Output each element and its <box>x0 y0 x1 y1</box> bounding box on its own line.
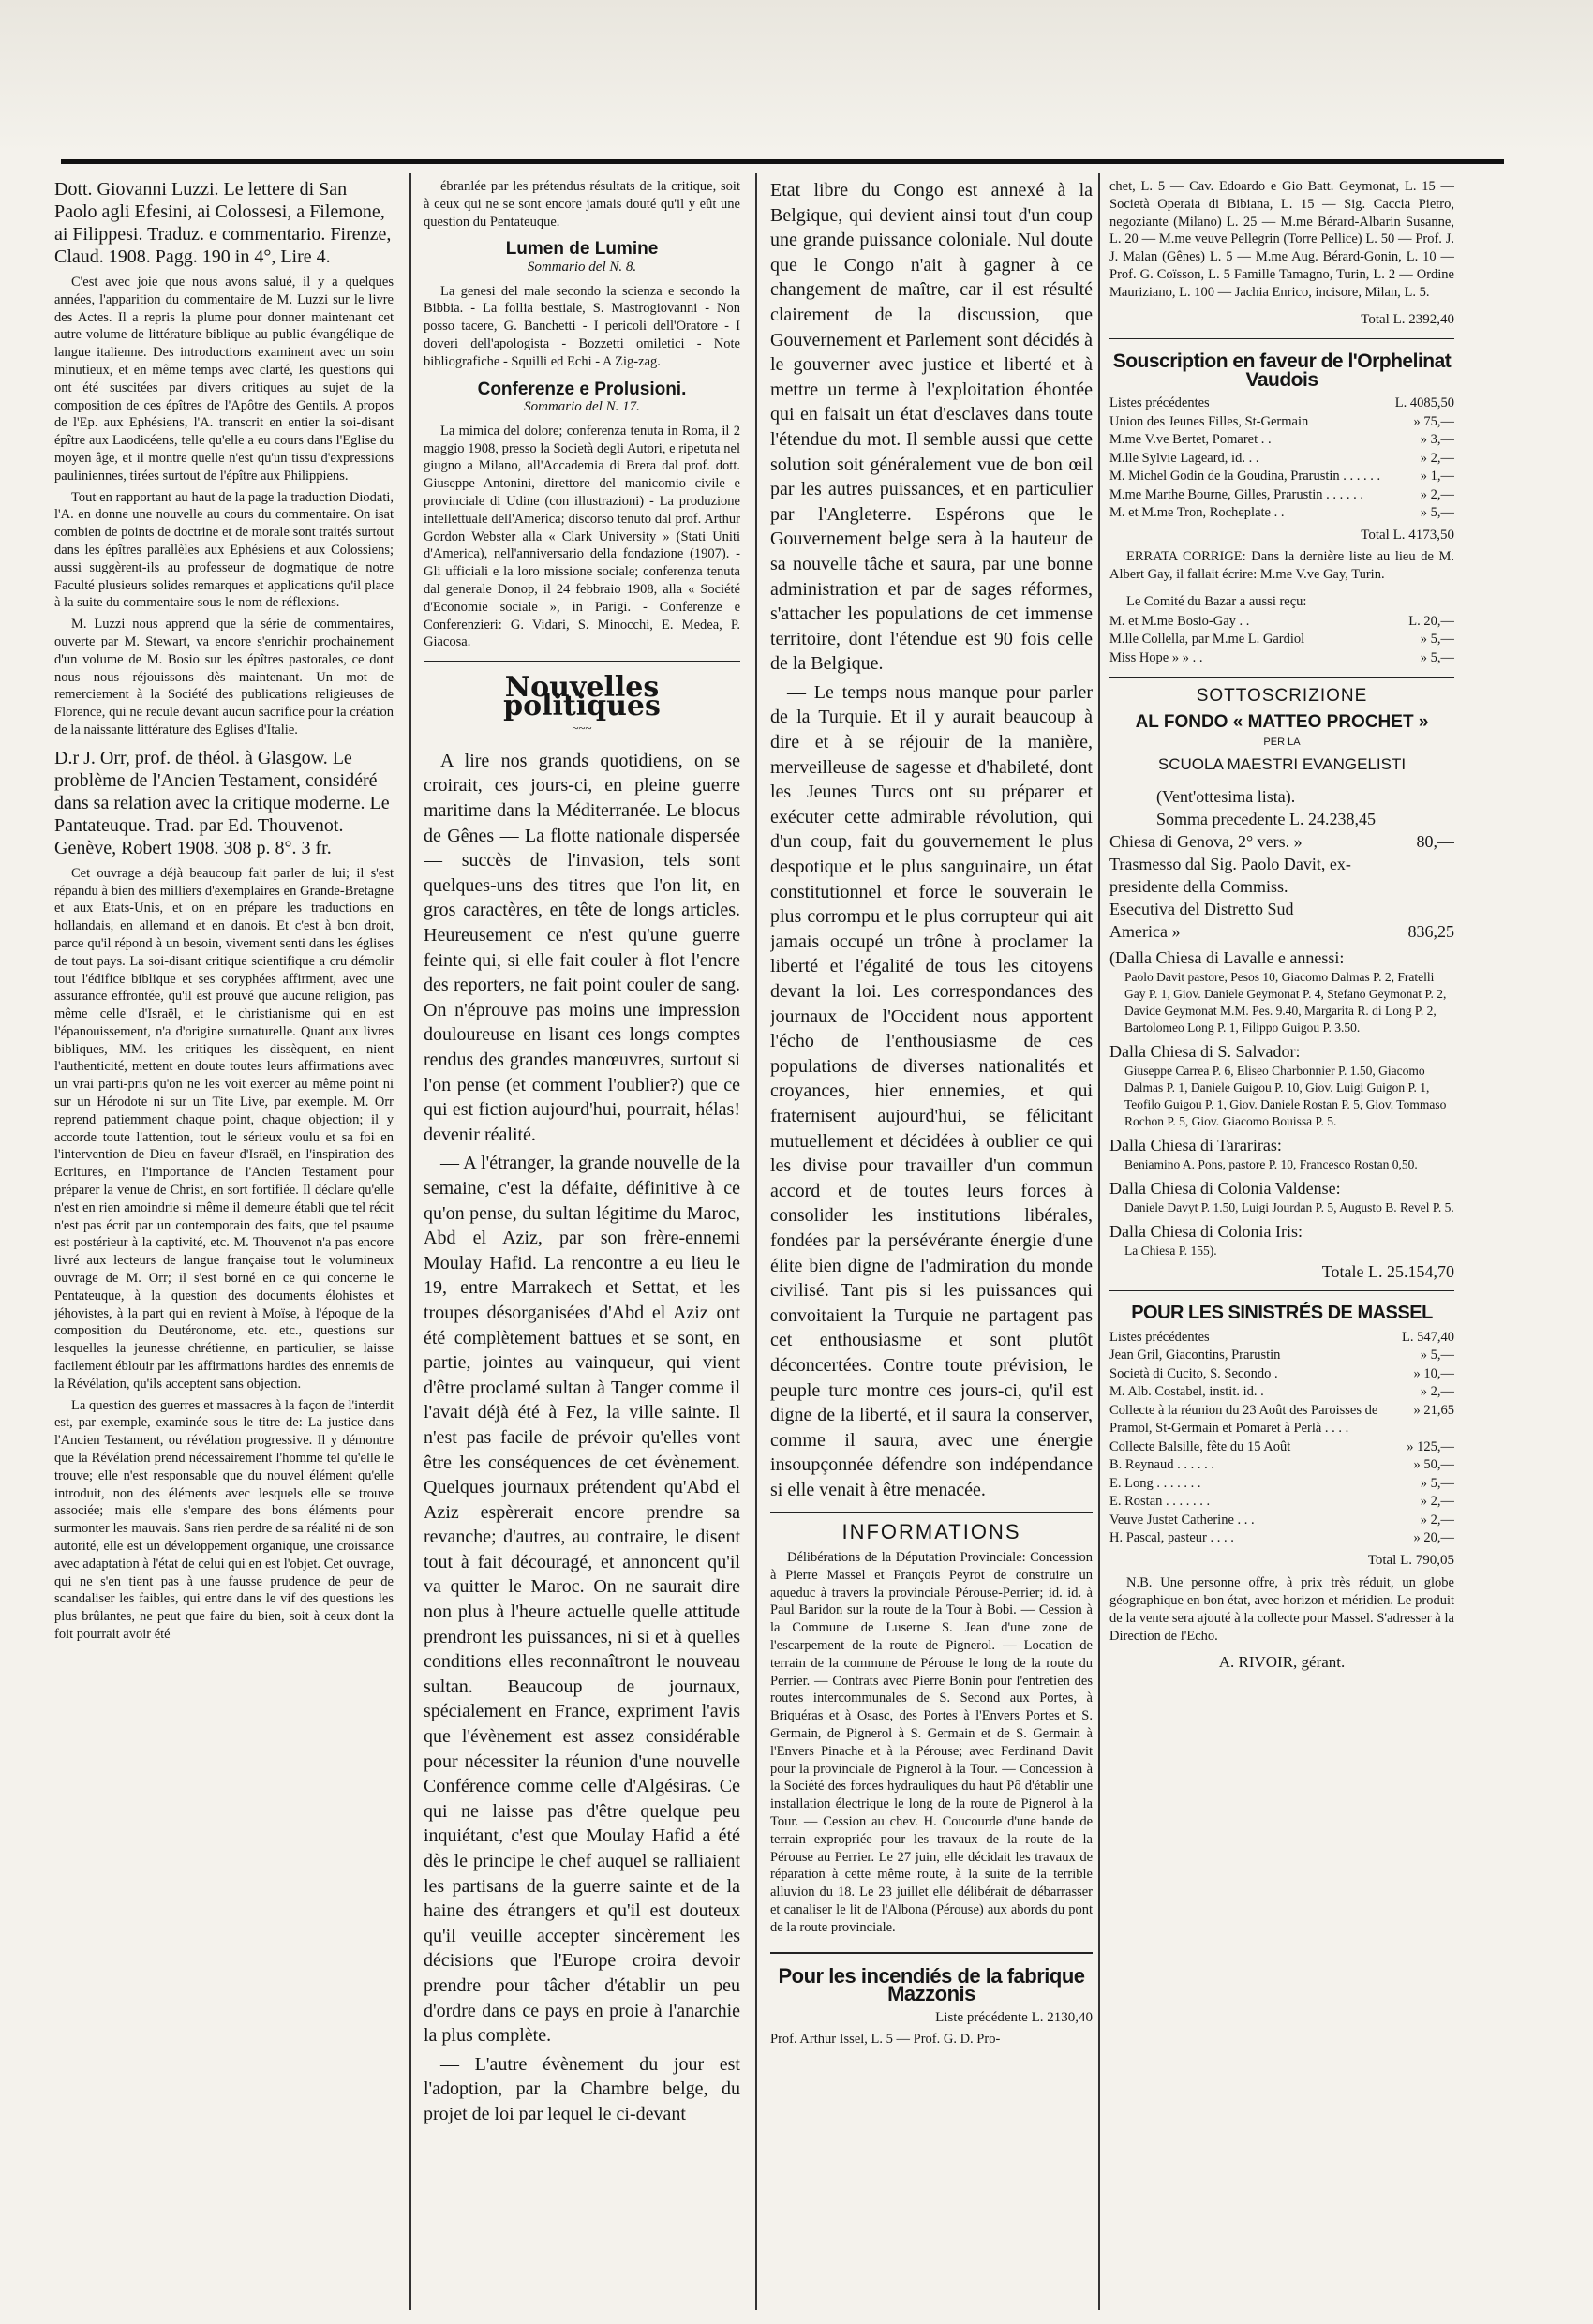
column-divider <box>1098 173 1100 2310</box>
list-row <box>1109 431 1454 450</box>
donor-name: Chiesa di Genova, 2° vers. » <box>1109 831 1303 851</box>
list-row <box>1109 1347 1454 1365</box>
list-row <box>1109 450 1454 469</box>
informations-box <box>770 1512 1093 1953</box>
group-heading: Dalla Chiesa di S. Salvador: <box>1109 1041 1301 1061</box>
group-details: Daniele Davyt P. 1.50, Luigi Jourdan P. 5, Augusto B. Revel P. 5. <box>1124 1199 1454 1214</box>
column-3 <box>770 178 1093 2315</box>
note: N.B. Une personne offre, à prix très réduit, un globe géographique en bon état, avec horizon et méridien. Le produit de la vente sera ajouté à la collecte pour Massel. S'adresser à la Direction de l'Echo. <box>1109 1574 1454 1644</box>
entry-name: M. et M.me Bosio-Gay . . <box>1109 613 1250 629</box>
entry-name: Listes précédentes <box>1109 395 1210 411</box>
donation-amount: 80,— <box>1416 831 1454 851</box>
paragraph: — A l'étranger, la grande nouvelle de la semaine, c'est la défaite, définitive à ce qu'on pense, du sultan légitime du Maroc, Abd el Aziz, par son frère-ennemi Moulay Hafid. La rencontre a eu lieu le 19, entre Marrakech et Settat, et les troupes désorganisées d'Abd el Aziz ont été complètement battues et se sont, en partie, jointes au vainqueur, qui vient d'être proclamé sultan à Tanger comme il l'avait déjà été à Fez, la ville sainte. Il n'est pas facile de prévoir qu'elles vont être les conséquences de cet évènement. Quelques journaux prétendent qu'Abd el Aziz espèrerait encore prendre sa revanche; d'autres, au contraire, le disent tout à fait découragé, et annoncent qu'il va quitter le Maroc. On ne saurait dire non plus à l'heure actuelle quelle attitude prendront les puissances, ni si et à quelles conditions elles reconnaîtront le nouveau sultan. Beaucoup de journaux, spécialement en France, expriment l'avis que l'évènement est assez considérable pour nécessiter la réunion d'une nouvelle Conférence comme celle d'Algésiras. Ce qui ne laisse pas d'être quelque peu inquiétant, c'est que Moulay Hafid a été dès le principe le chef auquel se ralliaient les partisans de la guerre sainte et de la haine des étrangers et qu'il est douteux qu'il veuille accepter sincèrement les décisions que l'Europe croira devoir prendre pour tâcher d'établir un peu d'ordre dans ce pays en proie à l'anarchie la plus complète. <box>424 1153 740 2047</box>
list-row <box>1109 1365 1454 1384</box>
divider <box>1109 677 1454 678</box>
list-row <box>1109 468 1454 486</box>
group-heading: Dalla Chiesa di Colonia Valdense: <box>1109 1178 1341 1198</box>
entry-name: E. Long . . . . . . . <box>1109 1475 1201 1491</box>
entry-name: M. et M.me Tron, Rocheplate . . <box>1109 505 1285 521</box>
list-row <box>1109 413 1454 432</box>
review-heading: Dott. Giovanni Luzzi. Le lettere di San Paolo agli Efesini, ai Colossesi, a Filemone, ai Filippesi. Traduz. e commentario. Firenze, Claud. 1908. Pagg. 190 in 4°, Lire 4. <box>54 179 392 267</box>
bazar-heading: Le Comité du Bazar a aussi reçu: <box>1126 594 1307 610</box>
list-row <box>1109 1438 1454 1457</box>
divider <box>424 661 740 662</box>
section-title: Nouvelles politiques <box>503 671 661 723</box>
previous-sum: Somma precedente L. 24.238,45 <box>1156 809 1376 828</box>
list-row <box>1109 1493 1454 1512</box>
entry-amount: » 2,— <box>1420 450 1454 466</box>
total: Totale L. 25.154,70 <box>1321 1261 1454 1281</box>
list-row <box>1109 504 1454 523</box>
entry-amount: » 3,— <box>1420 432 1454 448</box>
entry-amount: » 2,— <box>1420 1384 1454 1400</box>
group-heading: Dalla Chiesa di Colonia Iris: <box>1109 1221 1303 1241</box>
entry-amount: » 5,— <box>1420 1348 1454 1363</box>
entry-amount: » 1,— <box>1420 469 1454 484</box>
list-row <box>1109 613 1454 632</box>
list-row <box>1109 395 1454 413</box>
divider <box>1109 1290 1454 1291</box>
info-text: Délibérations de la Députation Provinciale: Concession à Pierre Massel et François Peyrot de construire un aqueduc à travers la provinciale Pérouse-Perrier; id. id. à Paul Baridon sur la route de la Tour à Bobi. — Cession à la Commune de Luserne S. Jean d'une zone de l'escarpement de la route de Pignerol. — Location de terrain de la commune de Pérouse le long de la route du Perrier. — Contrats avec Pierre Bonin pour l'entretien des routes intercommunales de S. Second aux Portes, à Briquéras et à Osasc, des Portes à l'Envers Portes et S. Germain, de Pignerol à S. Germain et de S. Germain à l'Envers Pinache et à la Pérouse; avec Ferdinand Davit pour la provinciale de Pignerol à la Tour. — Concession à la Société des forces hydrauliques du haut Pô d'établir une installation électrique le long de la route de Pignerol à la Tour. — Cession au chev. H. Coucourde d'une bande de terrain expropriée pour les travaux de la route de la Pérouse au Perrier. Le 27 juin, elle décidait les travaux de réparation à cette même route, à la suite de la terrible alluvion du 18. Le 23 juillet elle délibérait de débarrasser et canaliser le lit de l'Albona (Pérouse) aux abords du pont de la route provinciale. <box>770 1550 1093 1935</box>
entry-name: Jean Gril, Giacontins, Prarustin <box>1109 1348 1281 1363</box>
entry-name: Veuve Justet Catherine . . . <box>1109 1512 1255 1527</box>
entry-amount: » 21,65 <box>1413 1402 1454 1418</box>
section-title: Conferenze e Prolusioni. <box>477 379 687 399</box>
caption: PER LA <box>1263 736 1301 748</box>
paragraph: C'est avec joie que nous avons salué, il y a quelques années, l'apparition du commentaire de M. Luzzi sur le livre des Actes. Il a repris la plume pour donner maintenant cet autre volume de littérature biblique au public évangélique de langue italienne. Des introductions examinent avec un soin minutieux, et en même temps avec clarté, les questions qui ont été suscitées par divers critiques au sujet de la composition de ces épîtres de l'Apôtre des Gentils. A propos de l'Ep. aux Ephésiens, l'A. transcrit en entier la soi-disant épître aux Laodicéens, telle qu'elle a eu cours dans l'Eglise du moyen âge, et il montre quelle n'est qu'un tissu d'expressions pauliniennes, tirées surtout de l'épître aux Philippiens. <box>54 275 394 484</box>
entry-amount: » 5,— <box>1420 632 1454 648</box>
massel-list <box>1109 1329 1454 1548</box>
entry-amount: » 50,— <box>1413 1457 1454 1473</box>
list-row <box>1109 1475 1454 1494</box>
donor-name: Trasmesso dal Sig. Paolo Davit, ex-presidente della Commiss. Esecutiva del Distretto Sud America » <box>1109 854 1351 941</box>
column-1 <box>54 178 394 2315</box>
column-4 <box>1109 178 1454 2315</box>
paragraph: Cet ouvrage a déjà beaucoup fait parler de lui; il s'est répandu à bien des milliers d'exemplaires en Grande-Bretagne et aux Etats-Unis, et on en prépare les traductions en hollandais, en allemand et en danois. Et c'est à bon droit, parce qu'il répond à un besoin, vivement senti dans les églises de tout pays. La soi-disant critique scientifique a cru démolir tout l'édifice biblique et ses coryphées affirment, avec une assurance effrontée, qu'il est prouvé que aucune religion, pas même celle d'Israël, et le christianisme qui en est l'épanouissement, n'a d'origine surnaturelle. Quant aux livres bibliques, MM. les critiques les dissèquent, en nient l'authenticité, mettent en doute toutes leurs affirmations avec un vrai parti-pris qu'on ne les voit exercer au même point ni sur un Hérodote ni sur un Tite Live, par exemple. M. Orr reprend patiemment chaque point, chaque objection; il y accorde toute l'attention, tout le sérieux voulu et sa foi en l'intervention de Dieu en faveur d'Israël, en l'inspiration des Ecritures, en l'importance de l'Ancien Testament pour préparer la venue de Christ, en sort fortifiée. Il déclare qu'elle n'est en rien amoindrie si même il demeure établi que tel récit n'est pas écrit par un contemporain des faits, que tel psaume est postérieur à la captivité, etc. M. Thouvenot n'a pas encore livré aux lecteurs de langue française tout le volumineux ouvrage de M. Orr; il s'est borné en ce qui concerne le Pentateuque, à la question des documents élohistes et jéhovistes, à la part qui en revient à Moïse, à l'époque de la composition du Deutéronome, etc. etc., questions sur lesquelles la jeunesse chrétienne, en particulier, se laisse facilement éblouir par les affirmations hardies des ennemis de la Révélation, qu'ils acceptent sans objection. <box>54 865 394 1392</box>
entry-name: Società di Cucito, S. Secondo . <box>1109 1365 1278 1381</box>
entry-amount: » 5,— <box>1420 649 1454 665</box>
entry-amount: » 2,— <box>1420 1494 1454 1510</box>
donation-row <box>1109 853 1454 943</box>
section-title: AL FONDO « MATTEO PROCHET » <box>1135 711 1429 732</box>
list-row <box>1109 1529 1454 1548</box>
entry-name: M. Michel Godin de la Goudina, Prarustin . . . . . . <box>1109 469 1381 484</box>
entry-name: Collecte à la réunion du 23 Août des Paroisses de Pramol, St-Germain et Pomaret à Perlà . . . . <box>1109 1402 1378 1437</box>
article-body <box>424 749 740 2127</box>
column-divider <box>409 173 411 2310</box>
divider <box>1109 338 1454 339</box>
group-details: Beniamino A. Pons, pastore P. 10, Francesco Rostan 0,50. <box>1124 1156 1418 1171</box>
donor-list-continued: chet, L. 5 — Cav. Edoardo e Gio Batt. Geymonat, L. 15 — Società Operaia di Bibiana, L. 15 — Sig. Caccia Pietro, negoziante (Milano) L. 25 — M.me Bérard-Albarin Susanne, L. 20 — M.me veuve Pellegrin (Torre Pellice) L. 50 — Prof. J. J. Malan (Gênes) L. 5 — M.me Aug. Bérard-Gonin, L. 10 — Prof. G. Coïsson, L. 5 Famille Tamagno, Turin, L. 2 — Ordine Mauriziano, L. 100 — Jachia Enrico, incisore, Milan, L. 5. <box>1109 179 1454 300</box>
entry-amount: » 10,— <box>1413 1365 1454 1381</box>
list-row <box>1109 1383 1454 1402</box>
entry-name: Miss Hope » » . . <box>1109 649 1203 665</box>
total: Total L. 4173,50 <box>1361 527 1454 543</box>
entry-name: E. Rostan . . . . . . . <box>1109 1494 1211 1510</box>
entry-name: Union des Jeunes Filles, St-Germain <box>1109 413 1309 429</box>
entry-name: H. Pascal, pasteur . . . . <box>1109 1530 1234 1546</box>
entry-name: M.me Marthe Bourne, Gilles, Prarustin . . . . . . <box>1109 486 1364 502</box>
paragraph: — Le temps nous manque pour parler de la Turquie. Et il y aurait beaucoup à dire et à se réjouir de la manière, merveilleuse de sagesse et d'habileté, dont les Jeunes Turcs ont su préparer et exécuter cette admirable révolution, qui d'un coup, fait du gouvernement le plus despotique et le plus sanguinaire, un état constitutionnel et force le souverain le plus corrompu et le plus corrupteur qui ait jamais occupé un trône à proclamer la liberté et l'égalité de tous les citoyens devant la loi. Les correspondances des journaux de l'Occident nous apportent l'écho de l'enthousiasme de ces populations de diverses nationalités et croyances, hier ennemies, et qui fraternisent aujourd'hui, se félicitant mutuellement et décidées à oublier ce qui les divise pour travailler d'un commun accord et de toutes leurs forces à consolider les institutions libérales, fondées par la persévérante énergie d'une élite bien digne de l'admiration du monde civilisé. Tant pis si les puissances qui convoitaient la Turquie ne partagent pas cet enthousiasme et sont plutôt déconcertées. Contre toute prévision, le peuple turc montre ces jours-ci, qu'il est digne de la liberté, et il saura la conserver, comme il saura, avec une énergie insoupçonnée défendre son indépendance si elle venait à être menacée. <box>770 681 1093 1500</box>
list-row <box>1109 631 1454 649</box>
entry-amount: » 2,— <box>1420 1512 1454 1527</box>
continued-text: ébranlée par les prétendus résultats de la critique, soit à ceux qui ne se sont encore jamais douté qu'il y eût une question du Pentateuque. <box>424 179 740 230</box>
section-title: INFORMATIONS <box>841 1520 1021 1544</box>
paragraph: M. Luzzi nous apprend que la série de commentaires, ouverte par M. Stewart, va encore s'enrichir prochainement d'un volume de M. Bosio sur les épîtres pastorales, ce dont nous nous réjouissons dès maintenant. Un mot de remerciement à la Société des publications religieuses de Florence, qui ne recule devant aucun sacrifice pour la création de la naissante littérature des Eglises d'Italie. <box>54 617 394 737</box>
paragraph: Tout en rapportant au haut de la page la traduction Diodati, l'A. en donne une nouvelle au cours du commentaire. On isat combien de points de doctrine et de morale sont traités surtout dans les épîtres parallèles aux Ephésiens et aux Colossiens; aussi suggèrent-ils au professeur de dogmatique de notre Faculté plusieurs solides remarques et applications qu'il place à la suite du commentaire sous le nom de réflexions. <box>54 489 394 611</box>
list-row <box>1109 1456 1454 1475</box>
list-row <box>1109 649 1454 668</box>
total: Total L. 790,05 <box>1367 1552 1454 1568</box>
header-rule <box>61 159 1504 164</box>
paragraph: Etat libre du Congo est annexé à la Belgique, qui devient ainsi tout d'un coup une grande puissance coloniale. Nul doute que le Congo n'ait à gagner à ce changement de maître, car il est résulté clairement de la discussion, que Gouvernement et Parlement sont décidés à le gouverner avec justice et liberté et à mettre un terme à l'exploitation éhontée qui en faisait un état d'esclaves dans toute l'étendue du mot. Il semble aussi que cette solution soit généralement vue de bon œil par les autres puissances, et en particulier par l'Angleterre. Espérons que le Gouvernement belge sera à la hauteur de sa nouvelle tâche et saura, par une bonne administration et par de sages réformes, s'attacher les populations de cet immense territoire, dont l'étendue est 90 fois celle de la Belgique. <box>770 180 1093 675</box>
entry-amount: » 2,— <box>1420 486 1454 502</box>
subscription-list <box>1109 395 1454 523</box>
group-heading: Dalla Chiesa di Tarariras: <box>1109 1135 1282 1155</box>
entry-name: M.lle Sylvie Lageard, id. . . <box>1109 450 1259 466</box>
total: Total L. 2392,40 <box>1361 311 1454 327</box>
group-details: Giuseppe Carrea P. 6, Eliseo Charbonnier P. 1.50, Giacomo Dalmas P. 1, Daniele Guigou P. 10, Giov. Luigi Guigon P. 1, Teofilo Guigou P. 1, Giov. Daniele Rostan P. 5, Giov. Tommaso Rochon P. 5, Giov. Giacomo Bouissa P. 5. <box>1124 1063 1447 1128</box>
bazar-list <box>1109 613 1454 668</box>
entry-amount: » 75,— <box>1413 413 1454 429</box>
entry-amount: L. 4085,50 <box>1394 395 1454 411</box>
entry-name: Collecte Balsille, fête du 15 Août <box>1109 1438 1291 1454</box>
list-row <box>1109 486 1454 505</box>
review-heading: D.r J. Orr, prof. de théol. à Glasgow. Le problème de l'Ancien Testament, considéré dans sa relation avec la critique moderne. Le Pantateuque. Trad. par Ed. Thouvenot. Genève, Robert 1908. 308 p. 8°. 3 fr. <box>54 747 390 858</box>
donation-row <box>1109 830 1454 853</box>
donor-line: Prof. Arthur Issel, L. 5 — Prof. G. D. Pro- <box>770 2032 1001 2048</box>
article-body <box>770 178 1093 1502</box>
list-row <box>1109 1402 1454 1438</box>
entry-amount: L. 547,40 <box>1402 1329 1454 1345</box>
ornament: ~~~ <box>572 721 592 736</box>
list-row <box>1109 1512 1454 1530</box>
section-subtitle: Sommario del N. 17. <box>524 399 640 415</box>
section-title: Lumen de Lumine <box>505 239 659 260</box>
entry-amount: » 5,— <box>1420 505 1454 521</box>
entry-name: M.lle Collella, par M.me L. Gardiol <box>1109 632 1305 648</box>
section-title: Souscription en faveur de l'Orphelinat Vaudois <box>1112 350 1452 391</box>
previous-list: Liste précédente L. 2130,40 <box>935 2009 1093 2025</box>
summary-text: La genesi del male secondo la scienza e secondo la Bibbia. - La follia bestiale, S. Mastrogiovanni - Non posso tacere, G. Banchetti - I pericoli dell'Oratore - I doveri dell'apologista - Bozzetti omiletici - Note bibliografiche - Squilli ed Echi - A Zig-zag. <box>424 283 740 369</box>
section-title: SOTTOSCRIZIONE <box>1196 686 1368 707</box>
paragraph: A lire nos grands quotidiens, on se croirait, ces jours-ci, en pleine guerre maritime dans la Méditerranée. Le blocus de Gênes — La flotte nationale dispersée — succès de l'invasion, tels sont quelques-uns des titres que l'on lit, en gros caractères, en tête de longs articles. Heureusement ce n'est qu'une guerre feinte qui, si elle fait couler à flot l'encre des reporters, ne fait point couler de sang. On n'éprouve pas moins une impression douloureuse en lisant ces longs comptes rendus des grandes manœuvres, surtout si l'on pense (et comment l'oublier?) que ce qui est fiction aujourd'hui, pourrait, hélas! devenir réalité. <box>424 750 740 1145</box>
section-title: Pour les incendiés de la fabrique Mazzonis <box>778 1963 1085 2006</box>
review-body <box>54 274 394 739</box>
group-details: Paolo Davit pastore, Pesos 10, Giacomo Dalmas P. 2, Fratelli Gay P. 1, Giov. Daniele Geymonat P. 4, Stefano Geymonat P. 2, Davide Geymonat M.M. Pes. 9.40, Margarita R. di Long P. 2, Bartolomeo Long P. 1, Filippo Guigou P. 3.50. <box>1124 969 1447 1035</box>
list-number: (Vent'ottesima lista). <box>1156 786 1296 806</box>
caption: SCUOLA MAESTRI EVANGELISTI <box>1157 755 1407 774</box>
donation-amount: 836,25 <box>1407 921 1454 941</box>
column-2 <box>424 178 740 2315</box>
paragraph: — L'autre évènement du jour est l'adoption, par la Chambre belge, du projet de loi par lequel le ci-devant <box>424 2053 740 2124</box>
entry-name: M. Alb. Costabel, instit. id. . <box>1109 1384 1264 1400</box>
group-heading: (Dalla Chiesa di Lavalle e annessi: <box>1109 947 1345 967</box>
entry-name: M.me V.ve Bertet, Pomaret . . <box>1109 432 1272 448</box>
list-row <box>1109 1329 1454 1348</box>
entry-amount: » 5,— <box>1420 1475 1454 1491</box>
top-margin <box>0 0 1593 155</box>
paragraph: La question des guerres et massacres à la façon de l'interdit est, par exemple, examinée sous le titre de: La justice dans l'Ancien Testament, ou révélation progressive. Il y démontre que la Révélation prend nécessairement l'homme tel qu'elle le trouve; elle n'est responsable que du nouvel élément qu'elle introduit, non des éléments avec lesquels elle se trouve associée; mais elle s'empare des bons éléments pour surmonter les mauvais. Sans rien perdre de sa réalité ni de son autorité, elle est un développement organique, une croissance avec adaptation à l'état de celui qui en est l'objet. Cet ouvrage, qui ne s'en tient pas à une fausse prudence de peur de scandaliser les faibles, qui entre dans le vif des questions les plus brûlantes, ne peut que faire du bien, soit à ceux dont la foit pourrait avoir été <box>54 1397 394 1642</box>
entry-name: Listes précédentes <box>1109 1329 1210 1345</box>
review-body <box>54 865 394 1644</box>
entry-name: B. Reynaud . . . . . . <box>1109 1457 1214 1473</box>
section-title: POUR LES SINISTRÉS DE MASSEL <box>1131 1303 1433 1324</box>
summary-text: La mimica del dolore; conferenza tenuta in Roma, il 2 maggio 1908, presso la Società degli Autori, e ripetuta nel giugno a Milano, all'Accademia di Brera dal prof. dott. Giuseppe Antonini, direttore del manicomio civile e provinciale di Udine (con illustrazioni) - La produzione intellettuale dell'America; discorso tenuto dal prof. Arthur Gordon Webster alla « Clark University » (Stati Uniti d'America), nell'anniversario della fondazione (1907). - Gli ufficiali e la loro missione sociale; conferenza tenuta dal generale Donop, il 24 febbraio 1908, alla « Société d'Economie sociale », in Parigi. - Conferenze e Conferenzieri: G. Vidari, S. Minocchi, E. Medea, P. Giacosa. <box>424 423 740 650</box>
entry-amount: » 20,— <box>1413 1530 1454 1546</box>
entry-amount: » 125,— <box>1407 1438 1454 1454</box>
errata: ERRATA CORRIGE: Dans la dernière liste au lieu de M. Albert Gay, il fallait écrire: M.me V.ve Gay, Turin. <box>1109 549 1454 583</box>
section-subtitle: Sommario del N. 8. <box>527 259 637 275</box>
group-details: La Chiesa P. 155). <box>1124 1243 1217 1258</box>
entry-amount: L. 20,— <box>1408 613 1454 629</box>
signature: A. RIVOIR, gérant. <box>1218 1652 1346 1671</box>
column-divider <box>755 173 757 2310</box>
